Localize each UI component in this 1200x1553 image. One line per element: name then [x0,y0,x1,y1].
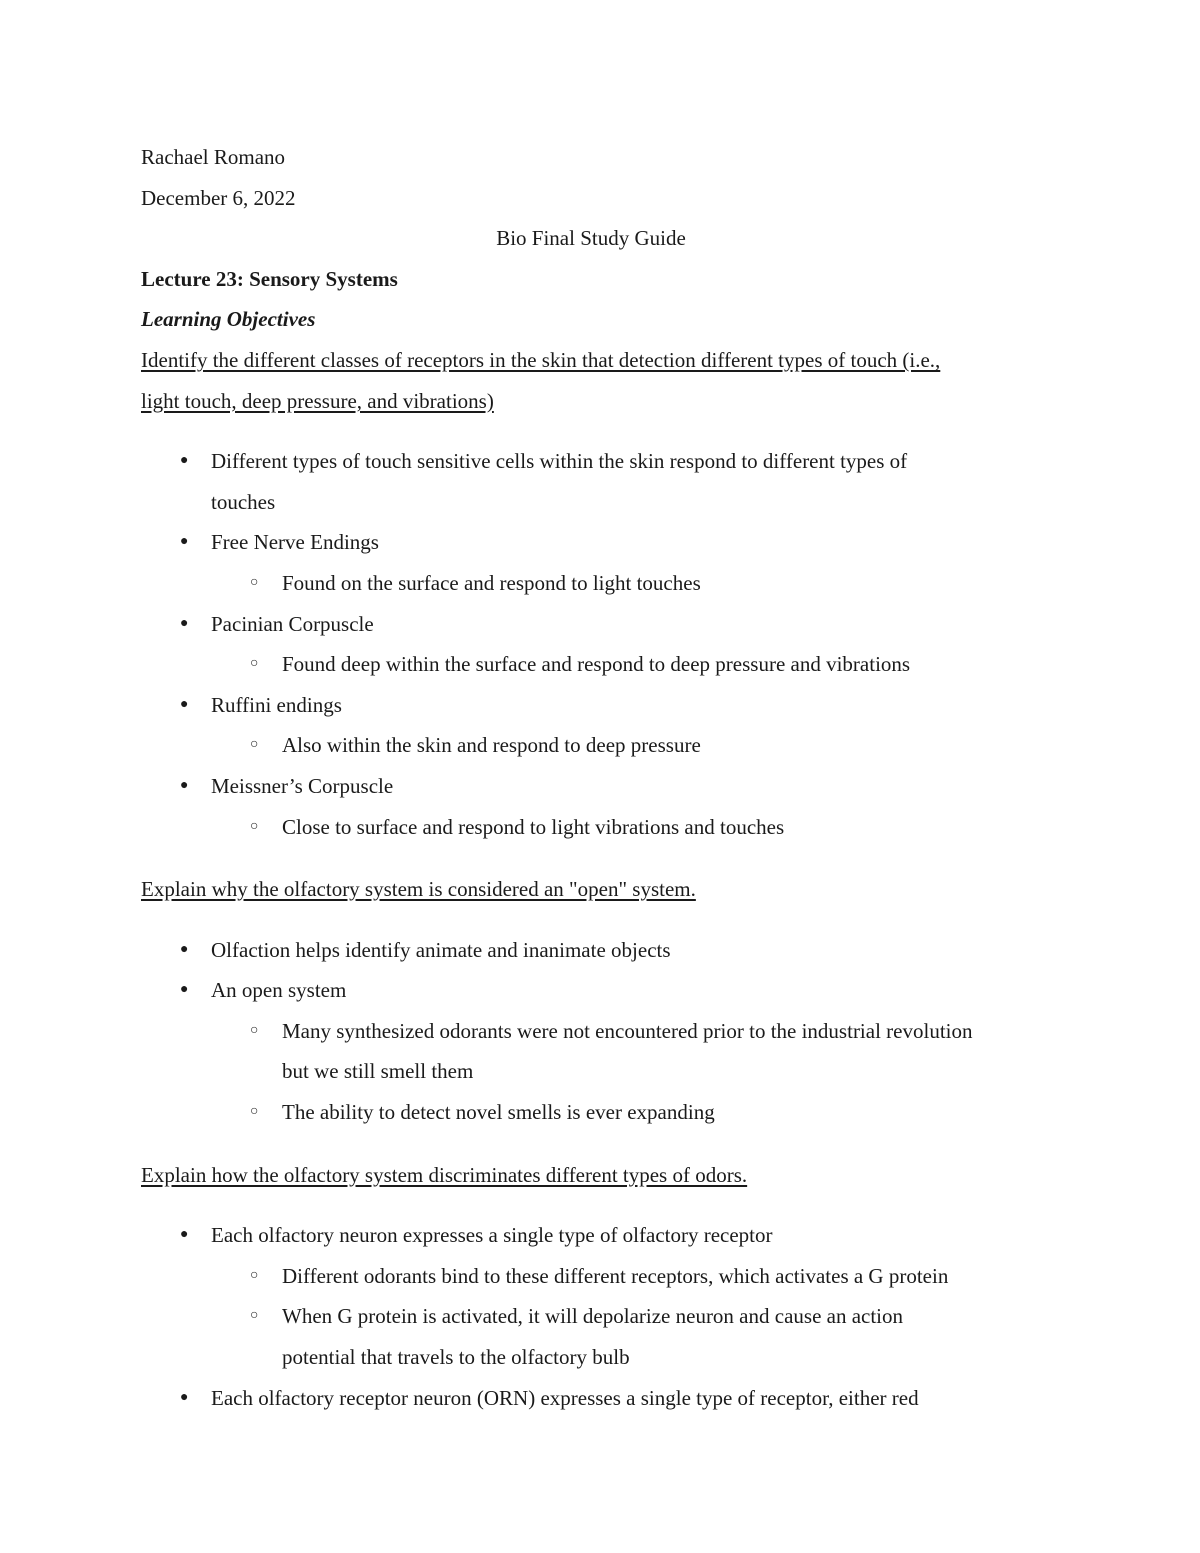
sub-list-item-text: Found deep within the surface and respond to deep pressure and vibrations [282,652,911,677]
objective-text: light touch, deep pressure, and vibrations) [141,388,494,413]
list-item-text: Different types of touch sensitive cells within the skin respond to different types of [211,449,908,474]
list-item-text: Each olfactory receptor neuron (ORN) expresses a single type of receptor, either red [211,1385,919,1410]
list-item [141,1215,1061,1377]
objective-text: Identify the different classes of receptors in the skin that detection different types of touch (i.e., [141,347,941,372]
sub-list-item [211,1092,1061,1133]
filled-bullet-icon: ● [180,615,189,631]
filled-bullet-icon: ● [180,696,189,712]
list-item [141,930,1061,971]
list-item-text: An open system [211,978,347,1003]
sub-bullet-list [211,725,1061,766]
objective-section [141,1133,1061,1419]
list-item [141,441,1061,522]
document-title: Bio Final Study Guide [496,226,686,251]
sub-list-item-text: but we still smell them [282,1059,474,1084]
sub-list-item [211,725,1061,766]
filled-bullet-icon: ● [180,1227,189,1243]
sub-list-item [211,1296,1061,1377]
sub-list-item [211,807,1061,848]
objective-section [141,340,1061,847]
list-item [141,604,1061,685]
hollow-bullet-icon: ○ [250,1308,259,1324]
hollow-bullet-icon: ○ [250,1022,259,1038]
list-item-text: Meissner’s Corpuscle [211,773,394,798]
sub-list-item [211,1011,1061,1092]
sub-list-item-text: Also within the skin and respond to deep pressure [282,733,701,758]
sub-list-item-text: potential that travels to the olfactory bulb [282,1345,630,1370]
sub-bullet-list [211,1256,1061,1378]
list-item [141,766,1061,847]
sub-list-item-text: Many synthesized odorants were not encountered prior to the industrial revolution [282,1018,973,1043]
list-item-text: Olfaction helps identify animate and inanimate objects [211,937,671,962]
filled-bullet-icon: ● [180,453,189,469]
hollow-bullet-icon: ○ [250,656,259,672]
sub-list-item [211,644,1061,685]
list-item [141,685,1061,766]
list-item-text: Each olfactory neuron expresses a single type of olfactory receptor [211,1223,773,1248]
hollow-bullet-icon: ○ [250,1267,259,1283]
list-item-text: Ruffini endings [211,692,342,717]
sub-list-item [211,563,1061,604]
filled-bullet-icon: ● [180,777,189,793]
hollow-bullet-icon: ○ [250,1104,259,1120]
sub-list-item-text: Found on the surface and respond to light touches [282,570,701,595]
hollow-bullet-icon: ○ [250,574,259,590]
author-name: Rachael Romano [141,145,286,169]
list-item [141,522,1061,603]
learning-objectives-heading: Learning Objectives [141,307,316,332]
lecture-heading: Lecture 23: Sensory Systems [141,266,398,291]
sub-bullet-list [211,807,1061,848]
filled-bullet-icon: ● [180,982,189,998]
objective-section [141,847,1061,1133]
bullet-list [141,441,1061,847]
list-item-text: Free Nerve Endings [211,530,379,555]
sub-bullet-list [211,1011,1061,1133]
list-item [141,1378,1061,1419]
objective-text: Explain how the olfactory system discriminates different types of odors. [141,1162,748,1187]
sub-bullet-list [211,644,1061,685]
objectives-body [141,340,1061,1418]
document-page [141,137,1061,1418]
filled-bullet-icon: ● [180,1389,189,1405]
list-item-text: touches [211,489,276,514]
list-item-text: Pacinian Corpuscle [211,611,374,636]
sub-list-item-text: The ability to detect novel smells is ever expanding [282,1100,715,1125]
hollow-bullet-icon: ○ [250,737,259,753]
filled-bullet-icon: ● [180,941,189,957]
hollow-bullet-icon: ○ [250,818,259,834]
sub-bullet-list [211,563,1061,604]
document-date: December 6, 2022 [141,185,296,210]
bullet-list [141,1215,1061,1418]
objective-text: Explain why the olfactory system is considered an "open" system. [141,877,696,902]
bullet-list [141,930,1061,1133]
filled-bullet-icon: ● [180,534,189,550]
sub-list-item-text: Different odorants bind to these different receptors, which activates a G protein [282,1263,949,1288]
sub-list-item [211,1256,1061,1297]
list-item [141,970,1061,1132]
sub-list-item-text: Close to surface and respond to light vibrations and touches [282,814,785,839]
sub-list-item-text: When G protein is activated, it will depolarize neuron and cause an action [282,1304,904,1329]
